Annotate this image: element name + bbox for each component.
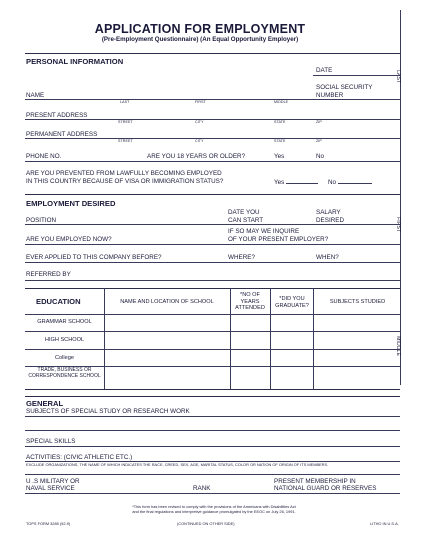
phone-label: PHONE NO. xyxy=(26,153,62,160)
education-table-top xyxy=(25,288,400,289)
education-heading: EDUCATION xyxy=(36,297,81,306)
visa-no-blank[interactable] xyxy=(338,178,372,184)
section-rule-general xyxy=(25,396,400,397)
special-study-label: SUBJECTS OF SPECIAL STUDY OR RESEARCH WORK xyxy=(26,408,190,415)
present-street-caption: STREET xyxy=(118,120,133,124)
edu-row-grammar-school: GRAMMAR SCHOOL xyxy=(37,319,92,325)
litho-note: LITHO IN U.S.A. xyxy=(370,521,399,526)
employment-heading: EMPLOYMENT DESIRED xyxy=(26,199,116,208)
education-table-bottom xyxy=(25,389,400,390)
present-zip-caption: ZIP xyxy=(316,120,322,124)
inquire-label-2: OF YOUR PRESENT EMPLOYER? xyxy=(228,236,329,243)
age-question: ARE YOU 18 YEARS OR OLDER? xyxy=(147,153,246,160)
when-label: WHEN? xyxy=(316,254,339,261)
national-guard-label-1: PRESENT MEMBERSHIP IN xyxy=(274,478,356,485)
side-column-line xyxy=(400,10,401,385)
ssn-label-2: NUMBER xyxy=(316,92,344,99)
age-yes[interactable]: Yes xyxy=(274,153,285,160)
side-label-first: FIRST xyxy=(395,217,401,233)
name-label: NAME xyxy=(26,92,45,99)
date-you-label: DATE YOU xyxy=(228,209,260,216)
footnote-line-2: and the final regulations and interpretive guidance promulgated by the EEOC on July 26, 1991. xyxy=(132,509,296,514)
personal-info-heading: PERSONAL INFORMATION xyxy=(26,57,124,66)
applied-line[interactable] xyxy=(25,262,400,263)
visa-no[interactable] xyxy=(328,178,372,186)
general-heading: GENERAL xyxy=(26,399,64,408)
present-address-line[interactable] xyxy=(25,119,400,120)
ssn-label-1: SOCIAL SECURITY xyxy=(316,84,373,91)
edu-row-trade-school: TRADE, BUSINESS OR CORRESPONDENCE SCHOOL xyxy=(28,367,101,379)
military-label-1: U .S MILITARY OR xyxy=(26,478,80,485)
salary-label: SALARY xyxy=(316,209,341,216)
edu-col-subjects-header: SUBJECTS STUDIED xyxy=(329,299,386,305)
form-id: TOPS FORM 3285 (92-9) xyxy=(26,521,71,526)
exclude-line[interactable] xyxy=(25,474,400,475)
referred-line[interactable] xyxy=(25,280,400,281)
desired-label: DESIRED xyxy=(316,217,344,224)
applied-before-label: EVER APPLIED TO THIS COMPANY BEFORE? xyxy=(26,254,162,261)
permanent-zip-caption: ZIP xyxy=(316,139,322,143)
activities-label: ACTIVITIES: (CIVIC ATHLETIC ETC.) xyxy=(26,454,133,461)
name-middle-caption: MIDDLE xyxy=(274,100,289,104)
edu-col-divider-4 xyxy=(313,288,314,390)
can-start-label: CAN START xyxy=(228,217,264,224)
national-guard-label-2: NATIONAL GUARD OR RESERVES xyxy=(274,485,377,492)
special-skills-label: SPECIAL SKILLS xyxy=(26,438,76,445)
present-state-caption: STATE xyxy=(274,120,286,124)
name-first-caption: FIRST xyxy=(195,100,206,104)
side-label-middle: MIDDLE xyxy=(395,336,401,357)
position-line[interactable] xyxy=(25,224,400,225)
where-label: WHERE? xyxy=(228,254,255,261)
permanent-address-line[interactable] xyxy=(25,138,400,139)
edu-row-line-3 xyxy=(25,349,400,350)
footnote-line-1: *This form has been revised to comply with the provisions of the Americans with Disabilities Act xyxy=(132,504,296,509)
edu-col-divider-2 xyxy=(230,288,231,390)
section-rule-employment xyxy=(25,194,400,195)
military-line[interactable] xyxy=(25,493,400,494)
permanent-city-caption: CITY xyxy=(195,139,204,143)
side-label-last: LAST xyxy=(395,70,401,84)
present-address-label: PRESENT ADDRESS xyxy=(26,112,88,119)
section-rule-personal xyxy=(25,53,400,54)
exclude-note: EXCLUDE ORGANIZATIONS, THE NAME OF WHICH INDICATES THE RACE, CREED, SEX, AGE, MARITAL STATUS, COLOR OR NATION OF ORIGIN OF ITS MEMBERS. xyxy=(26,462,329,467)
edu-col-graduate-header: *DID YOU GRADUATE? xyxy=(275,296,309,309)
permanent-state-caption: STATE xyxy=(274,139,286,143)
employed-now-label: ARE YOU EMPLOYED NOW? xyxy=(26,236,112,243)
form-title: APPLICATION FOR EMPLOYMENT xyxy=(94,22,306,36)
visa-no-label: No xyxy=(328,179,337,186)
special-study-line[interactable] xyxy=(25,416,400,417)
rank-label: RANK xyxy=(193,485,211,492)
present-city-caption: CITY xyxy=(195,120,204,124)
date-label: DATE xyxy=(316,67,333,74)
edu-col-name-header: NAME AND LOCATION OF SCHOOL xyxy=(120,299,214,305)
edu-col-divider-1 xyxy=(104,288,105,390)
visa-yes[interactable] xyxy=(274,178,318,186)
phone-line[interactable] xyxy=(25,161,400,162)
military-label-2: NAVAL SERVICE xyxy=(26,485,75,492)
edu-row-line-1 xyxy=(25,314,400,315)
special-skills-line[interactable] xyxy=(25,446,400,447)
edu-row-college: College xyxy=(55,355,74,361)
special-study-line-2[interactable] xyxy=(25,430,400,431)
form-subtitle: (Pre-Employment Questionnaire) (An Equal Opportunity Employer) xyxy=(101,36,299,43)
edu-col-years-header: *NO OF YEARS ATTENDED xyxy=(235,292,265,312)
permanent-street-caption: STREET xyxy=(118,139,133,143)
date-line[interactable] xyxy=(313,75,400,76)
visa-yes-blank[interactable] xyxy=(286,178,318,184)
age-no[interactable]: No xyxy=(316,153,325,160)
visa-yes-label: Yes xyxy=(274,179,285,186)
position-label: POSITION xyxy=(26,217,57,224)
edu-col-divider-3 xyxy=(270,288,271,390)
continued-note: (CONTINUED ON OTHER SIDE) xyxy=(177,521,235,526)
employed-line[interactable] xyxy=(25,244,400,245)
name-last-caption: LAST xyxy=(120,100,130,104)
inquire-label-1: IF SO MAY WE INQUIRE xyxy=(228,228,300,235)
edu-row-high-school: HIGH SCHOOL xyxy=(44,337,85,343)
permanent-address-label: PERMANENT ADDRESS xyxy=(26,131,98,138)
referred-by-label: REFERRED BY xyxy=(26,271,71,278)
visa-question-1: ARE YOU PREVENTED FROM LAWFULLY BECOMING EMPLOYED xyxy=(26,170,222,177)
edu-row-line-2 xyxy=(25,331,400,332)
name-line[interactable] xyxy=(25,99,400,100)
visa-question-2: IN THIS COUNTRY BECAUSE OF VISA OR IMMIGRATION STATUS? xyxy=(26,178,224,185)
